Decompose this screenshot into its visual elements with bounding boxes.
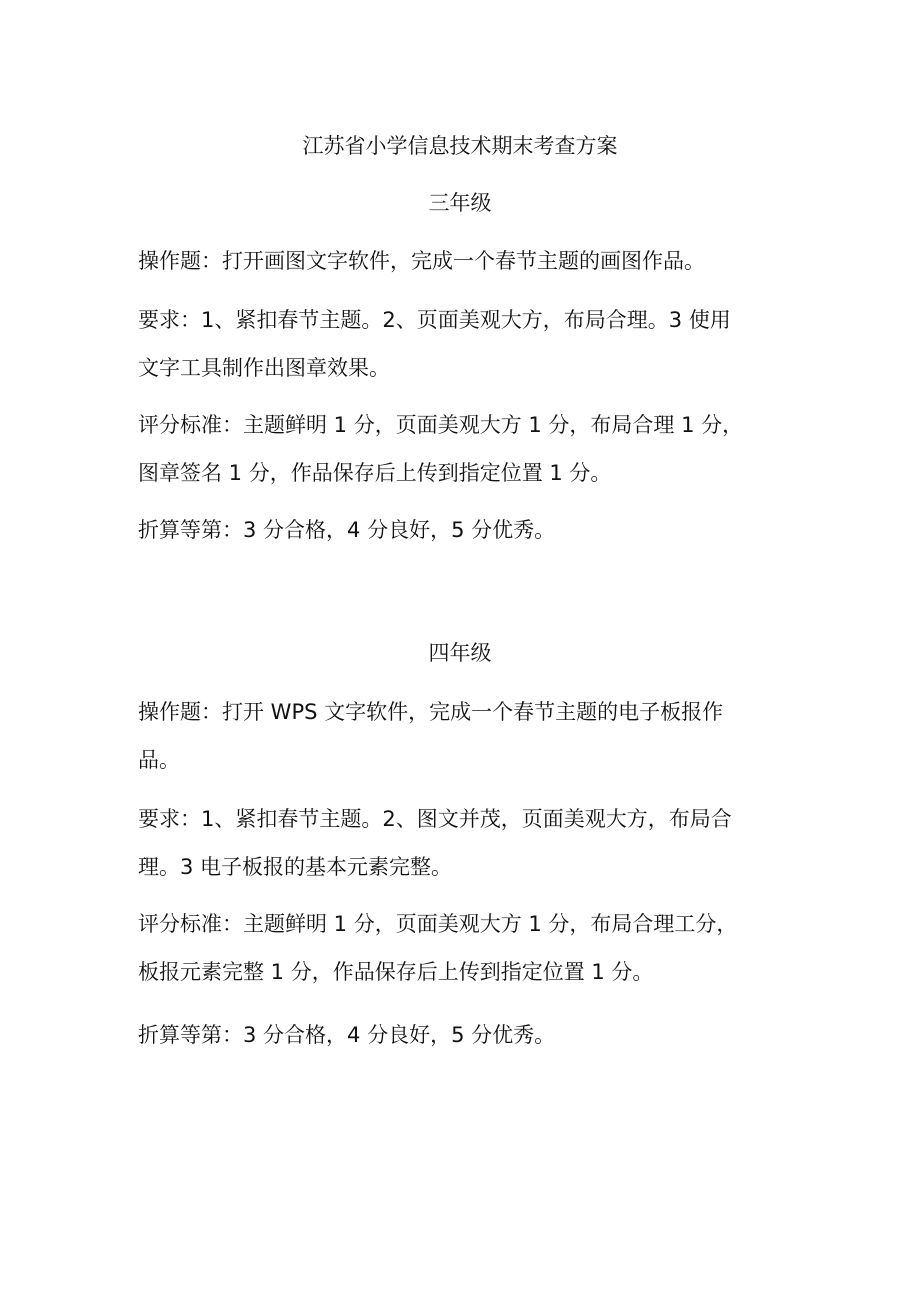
grade4-task-line: 操作题：打开 WPS 文字软件，完成一个春节主题的电子板报作: [138, 700, 724, 724]
grade3-heading: 三年级: [428, 191, 492, 215]
grade3-scoring-line: 图章签名 1 分，作品保存后上传到指定位置 1 分。: [138, 461, 612, 485]
grade4-requirements-line: 要求：1、紧扣春节主题。2、图文并茂，页面美观大方，布局合: [138, 807, 732, 831]
main-title: 江苏省小学信息技术期末考查方案: [302, 134, 618, 158]
grade4-scoring-line: 板报元素完整 1 分，作品保存后上传到指定位置 1 分。: [138, 960, 654, 984]
grade3-requirements-line: 要求：1、紧扣春节主题。2、页面美观大方，布局合理。3 使用: [138, 308, 731, 332]
grade4-scoring-line: 评分标准：主题鲜明 1 分，页面美观大方 1 分，布局合理工分，: [138, 912, 738, 936]
grade3-task: [138, 237, 818, 285]
grade4-task-line: 品。: [138, 748, 180, 772]
grade3-grading: [138, 506, 818, 554]
grade3-requirements-line: 文字工具制作出图章效果。: [138, 356, 390, 380]
grade3-scoring-line: 评分标准：主题鲜明 1 分，页面美观大方 1 分，布局合理 1 分，: [138, 413, 744, 437]
grade4-grading: [138, 1011, 818, 1059]
grade4-heading: 四年级: [428, 641, 492, 665]
grade4-requirements-line: 理。3 电子板报的基本元素完整。: [138, 855, 453, 879]
grade4-grading-line: 折算等第：3 分合格，4 分良好，5 分优秀。: [138, 1023, 556, 1047]
grade3-scoring: [138, 401, 818, 497]
grade4-requirements: [138, 795, 818, 891]
grade3-requirements: [138, 296, 818, 392]
grade3-grading-line: 折算等第：3 分合格，4 分良好，5 分优秀。: [138, 518, 556, 542]
grade4-task: [138, 688, 818, 784]
grade3-task-line: 操作题：打开画图文字软件，完成一个春节主题的画图作品。: [138, 249, 705, 273]
grade4-scoring: [138, 900, 818, 996]
